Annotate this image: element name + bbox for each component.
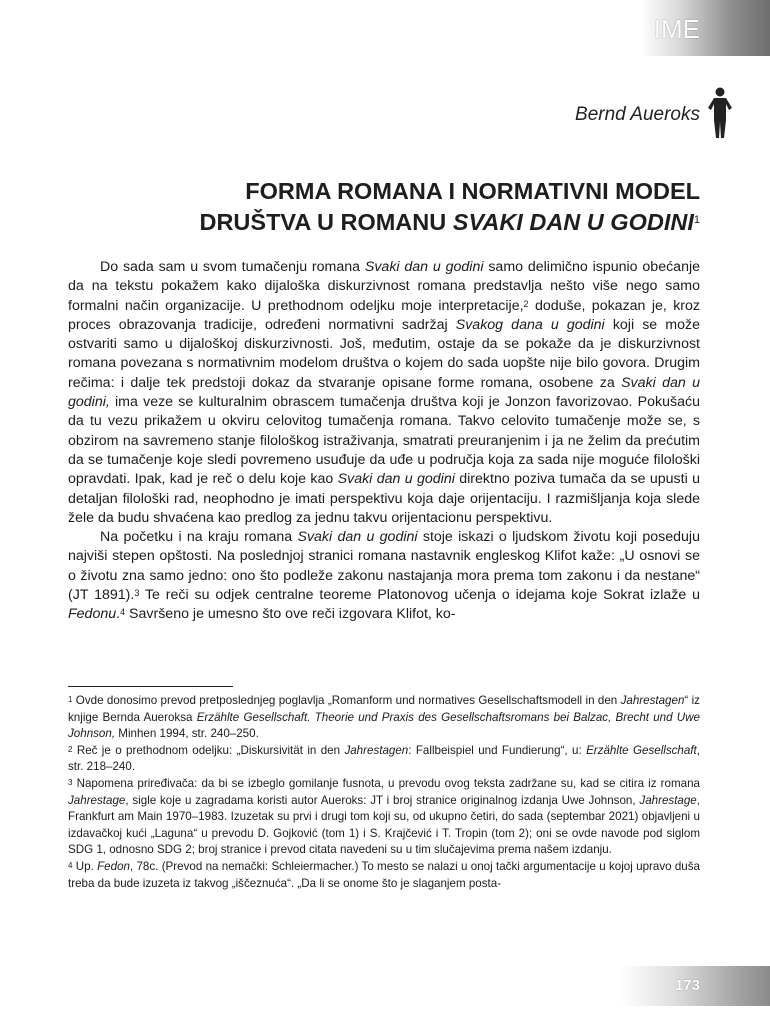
italic-run: Fedon [97, 859, 130, 873]
article-title [140, 176, 700, 238]
footnote-number: 1 [68, 695, 73, 704]
text-run: koji se može ostvariti samo u dijaloškoj diskurzivnosti. Još, međutim, ostaje da se pokaže da je diskurzivnost romana povezana s normativnim modelom društva o kojem do sada uopšte nije bilo govora. Drugim rečima: i dalje tek predstoji dokaz da stvaranje opisane forme romana, osobene za [68, 316, 701, 391]
italic-run: Jahrestage [639, 793, 697, 807]
footnote-separator [68, 686, 233, 687]
footnote-1 [68, 693, 700, 743]
italic-run: Svaki dan u godini [364, 259, 484, 275]
text-run: Do sada sam u svom tumačenju romana [100, 259, 365, 275]
text-run: Te reči su odjek centralne teoreme Platonovog učenja o idejama koje Sokrat izlaže u [139, 587, 700, 604]
italic-run: Jahrestagen [344, 743, 409, 757]
title-line-1: FORMA ROMANA I NORMATIVNI MODEL [245, 178, 700, 204]
text-run: , sigle koje u zagradama koristi autor Aueroks: JT i broj stranice originalnog izdanja Uwe Johnson, [125, 793, 640, 807]
footnote-3 [68, 776, 700, 859]
text-run: Na početku i na kraju romana [100, 529, 298, 546]
text-run: : Fallbeispiel und Fundierung“, u: [408, 743, 587, 757]
text-run: . [116, 606, 121, 623]
paragraph-2 [68, 528, 700, 624]
text-run: Reč je o prethodnom odeljku: „Diskursivität in den [72, 743, 345, 757]
text-run: Napomena priređivača: da bi se izbeglo gomilanje fusnota, u prevodu ovog teksta zadržane su, kad se citira iz romana [72, 776, 700, 790]
text-run: , Frankfurt am Main 1970–1983. Izuzetak su prvi i drugi tom koji su, od ukupno četiri, do sada (septembar 2021) objavljeni u izdavačkoj kući „Laguna“ u prevodu D. Gojković (tom 1) i S. Krajčević i T. Tropin (tom 2); oni se ovde navode pod siglom SDG 1, odnosno SDG 2; broj stranice i prevod citata navedeni su u tim slučajevima prema našem izdanju. [68, 793, 700, 857]
text-run: ima veze se kulturalnim obrascem tumačenja društva koji je Jonzon favorizovao. Pokušaću da tu vezu prikažem u okviru celovitog tumačenja romana. Takvo celovito tumačenje može se, s obzirom na savremeno stanje filološkog istraživanja, smatrati preuranjenim i ja ne želim da prećutim da se tumačenje koje sledi povremeno usuđuje da uđe u područja koja za sada nije moguće filološki opravdati. Ipak, kad je reč o delu koje kao [68, 394, 700, 488]
text-run: “ iz knjige Bernda Aueroksa [68, 694, 700, 724]
footnotes [68, 693, 700, 892]
footnote-number: 4 [68, 860, 73, 870]
title-line-2-prefix: DRUŠTVA U ROMANU [199, 209, 453, 235]
italic-run: Jahrestage [68, 793, 126, 807]
italic-run: Svaki dan u godini, [68, 374, 701, 411]
footnote-4 [68, 859, 700, 892]
text-run: , 78c. (Prevod na nemački: Schleiermacher.) To mesto se nalazi u onoj tački argumentacije u kojoj upravo duša treba da bude izuzeta iz takvog „iščeznuća“. „Da li se onome što je slaganjem posta- [68, 859, 701, 890]
italic-run: Svaki dan u godini [297, 529, 418, 546]
text-run: Savršeno je umesno što ove reči izgovara Klifot, ko- [125, 606, 456, 623]
author-name: Bernd Aueroks [575, 104, 700, 125]
footnote-ref: 4 [120, 607, 126, 618]
article-body [68, 258, 700, 625]
italic-run: Svaki dan u godini [337, 471, 455, 488]
italic-run: Fedonu [68, 606, 117, 623]
italic-run: Jahrestagen [620, 694, 685, 707]
text-run: Up. [72, 859, 98, 873]
text-run: doduše, pokazan je, kroz proces obrazovanja tradicije, određeni normativni sadržaj [68, 297, 700, 333]
text-run: stoje iskazi o ljudskom životu koji poseduju najviši stepen opštosti. Na poslednjoj stranici romana nastavnik engleskog Klifot kaže: „U osnovi se o životu zna samo jedno: ono što podleže zakonu nastajanja mora prema tom zakonu i da nestane“ (JT 1891). [68, 529, 700, 604]
italic-run: Erzählte Gesellschaft [586, 743, 697, 757]
person-silhouette-icon [706, 86, 734, 142]
title-footnote-ref: 1 [693, 214, 700, 226]
paragraph-1 [68, 258, 700, 528]
footnote-ref: 2 [523, 298, 529, 309]
italic-run: Svakog dana u godini [455, 316, 605, 333]
footnote-2 [68, 743, 700, 776]
section-label: IME [653, 14, 700, 44]
footnote-ref: 3 [134, 588, 140, 599]
footnote-number: 3 [68, 777, 73, 787]
title-line-2-italic: SVAKI DAN U GODINI [452, 209, 694, 235]
text-run: direktno poziva tumača da se upusti u detaljan filološki rad, neophodno je imati perspektivu koja daje orijentaciju. I razmišljanja koja slede žele da budu shvaćena kao predlog za jednu takvu orijentacionu perspektivu. [68, 471, 700, 526]
text-run: , str. 218–240. [68, 743, 701, 774]
text-run: samo delimično ispunio obećanje da na tekstu pokažem kako dijaloška diskurzivnost romana predstavlja nešto više nego samo formalni način organizacije. U prethodnom odeljku moje interpretacije, [68, 259, 700, 314]
footnote-number: 2 [68, 744, 73, 754]
italic-run: Erzählte Gesellschaft. Theorie und Praxis des Gesellschaftsromans bei Balzac, Brecht und Uwe Johnson, [68, 710, 700, 741]
text-run: Ovde donosimo prevod pretposlednjeg poglavlja „Romanform und normatives Gesellschaftsmodell in den [72, 694, 621, 707]
text-run: Minhen 1994, str. 240–250. [115, 727, 259, 741]
page-number: 173 [674, 977, 700, 994]
